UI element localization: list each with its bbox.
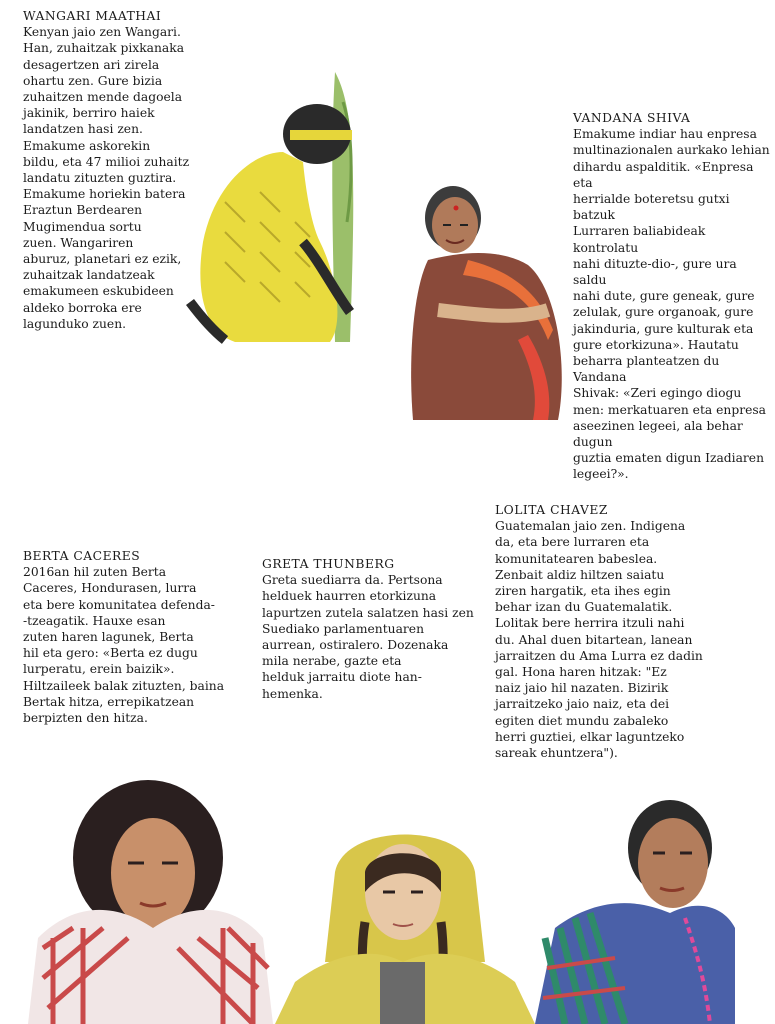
berta-name: BERTA CACERES [23, 549, 141, 563]
greta-text: Greta suediarra da. Pertsona helduek haurren etorkizuna lapurtzen zutela salatzen hasi zen Suediako parlamentuaren aurrean, ostiralero. Dozenaka mila nerabe, gazte eta helduk jarraitu diote han- hemenka. [262, 573, 474, 701]
greta-illustration [275, 812, 535, 1024]
vandana-name: VANDANA SHIVA [573, 111, 691, 125]
lolita-bio [495, 502, 715, 761]
wangari-text: Kenyan jaio zen Wangari. Han, zuhaitzak pixkanaka desagertzen ari zirela ohartu zen. Gure bizia zuhaitzen mende dagoela jakinik, berriro haiek landatzen hasi zen. Emakume askorekin bildu, eta 47 milioi zuhaitz landatu zituzten guztira. Emakume horiekin batera Eraztun Berdearen Mugimendua sortu zuen. Wangariren aburuz, planetari ez ezik, zuhaitzak landatzeak emakumeen eskubideen aldeko borroka ere lagunduko zuen. [23, 25, 190, 331]
greta-bio [262, 556, 477, 702]
vandana-bio [573, 110, 773, 483]
vandana-illustration [408, 180, 568, 425]
berta-bio [23, 548, 233, 726]
lolita-text: Guatemalan jaio zen. Indigena da, eta bere lurraren eta komunitatearen babeslea. Zenbait aldiz hiltzen saiatu ziren hargatik, eta ihes egin behar izan du Guatemalatik. Lolitak bere herrira itzuli nahi du. Ahal duen bitartean, lanean jarraitzen du Ama Lurra ez dadin gal. Hona haren hitzak: "Ez naiz jaio hil nazaten. Bizirik jarraitzeko jaio naiz, eta dei egiten diet mundu zabaleko herri guztiei, elkar laguntzeko sareak ehuntzera"). [495, 519, 703, 761]
lolita-name: LOLITA CHAVEZ [495, 503, 608, 517]
wangari-name: WANGARI MAATHAI [23, 9, 162, 23]
wangari-illustration [185, 72, 357, 350]
greta-name: GRETA THUNBERG [262, 557, 395, 571]
berta-text: 2016an hil zuten Berta Caceres, Hondurasen, lurra eta bere komunitatea defenda- -tzeagatik. Hauxe esan zuten haren lagunek, Berta hil eta gero: «Berta ez dugu lurperatu, erein baizik». Hiltzaileek balak zituzten, baina Bertak hitza, errepikatzean berpizten den hitza. [23, 565, 225, 726]
wangari-bio [23, 8, 193, 332]
berta-illustration [28, 778, 278, 1024]
vandana-text: Emakume indiar hau enpresa multinazionalen aurkako lehian dihardu aspalditik. «Enpresa eta herrialde boteretsu gutxi batzuk Lurraren baliabideak kontrolatu nahi dituzte-dio-, gure ura saldu nahi dute, gure geneak, gure zelulak, gure organoak, gure jakinduria, gure kulturak eta gure etorkizuna». Hautatu beharra planteatzen du Vandana Shivak: «Zeri egingo diogu men: merkatuaren eta enpresa aseezinen legeei, ala behar dugun guztia ematen digun Izadiaren legeei?». [573, 127, 770, 482]
lolita-illustration [535, 788, 735, 1024]
